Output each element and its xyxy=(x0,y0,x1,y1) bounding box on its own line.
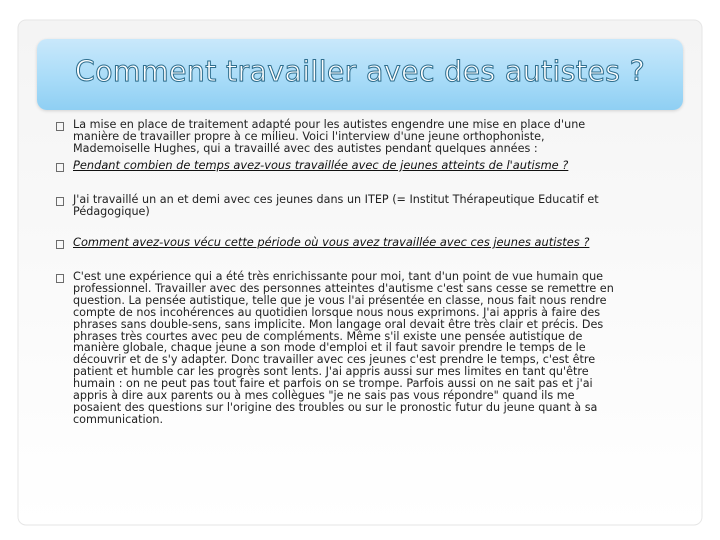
intro-paragraph: La mise en place de traitement adapté pour les autistes engendre une mise en place d'une manière de travailler propre à ce milieu. Voici l'interview d'une jeune orthophoniste, Mademoiselle Hughes, qui a travaillé avec des autistes pendant quelques années : xyxy=(73,118,586,155)
question-duration: Pendant combien de temps avez-vous travaillée avec de jeunes atteints de l'autisme ? xyxy=(73,158,569,172)
square-bullet-icon xyxy=(56,197,64,206)
question-experience: Comment avez-vous vécu cette période où vous avez travaillée avec ces jeunes autistes ? xyxy=(73,235,590,249)
square-bullet-icon xyxy=(56,122,64,131)
square-bullet-icon xyxy=(56,163,64,172)
slide-title: Comment travailler avec des autistes ? xyxy=(74,55,646,88)
answer-experience: C'est une expérience qui a été très enrichissante pour moi, tant d'un point de vue humain que professionnel. Travailler avec des personnes atteintes d'autisme c'est sans cesse se remettre en question. La pensée autistique, telle que je vous l'ai présentée en classe, nous fait nous rendre compte de nos incohérences au quotidien lorsque nous nous exprimons. J'ai appris à faire des phrases sans double-sens, sans implicite. Mon langage oral devait être très clair et précis. Des phrases très courtes avec peu de compléments. Même s'il existe une pensée autistique de manière globale, chaque jeune a son mode d'emploi et il faut savoir prendre le temps de le découvrir et de s'y adapter. Donc travailler avec ces jeunes c'est prendre le temps, c'est être patient et humble car les progrès sont lents. J'ai appris aussi sur mes limites en tant qu'être humain : on ne peut pas tout faire et parfois on se trompe. Parfois aussi on ne sait pas et j'ai appris à dire aux parents ou à mes collègues "je ne sais pas vous répondre" quand ils me posaient des questions sur l'origine des troubles ou sur le pronostic futur du jeune quant à sa communication. xyxy=(73,270,614,426)
answer-duration: J'ai travaillé un an et demi avec ces jeunes dans un ITEP (= Institut Thérapeutique Educatif et Pédagogique) xyxy=(73,193,599,218)
square-bullet-icon xyxy=(56,274,64,283)
square-bullet-icon xyxy=(56,240,64,249)
